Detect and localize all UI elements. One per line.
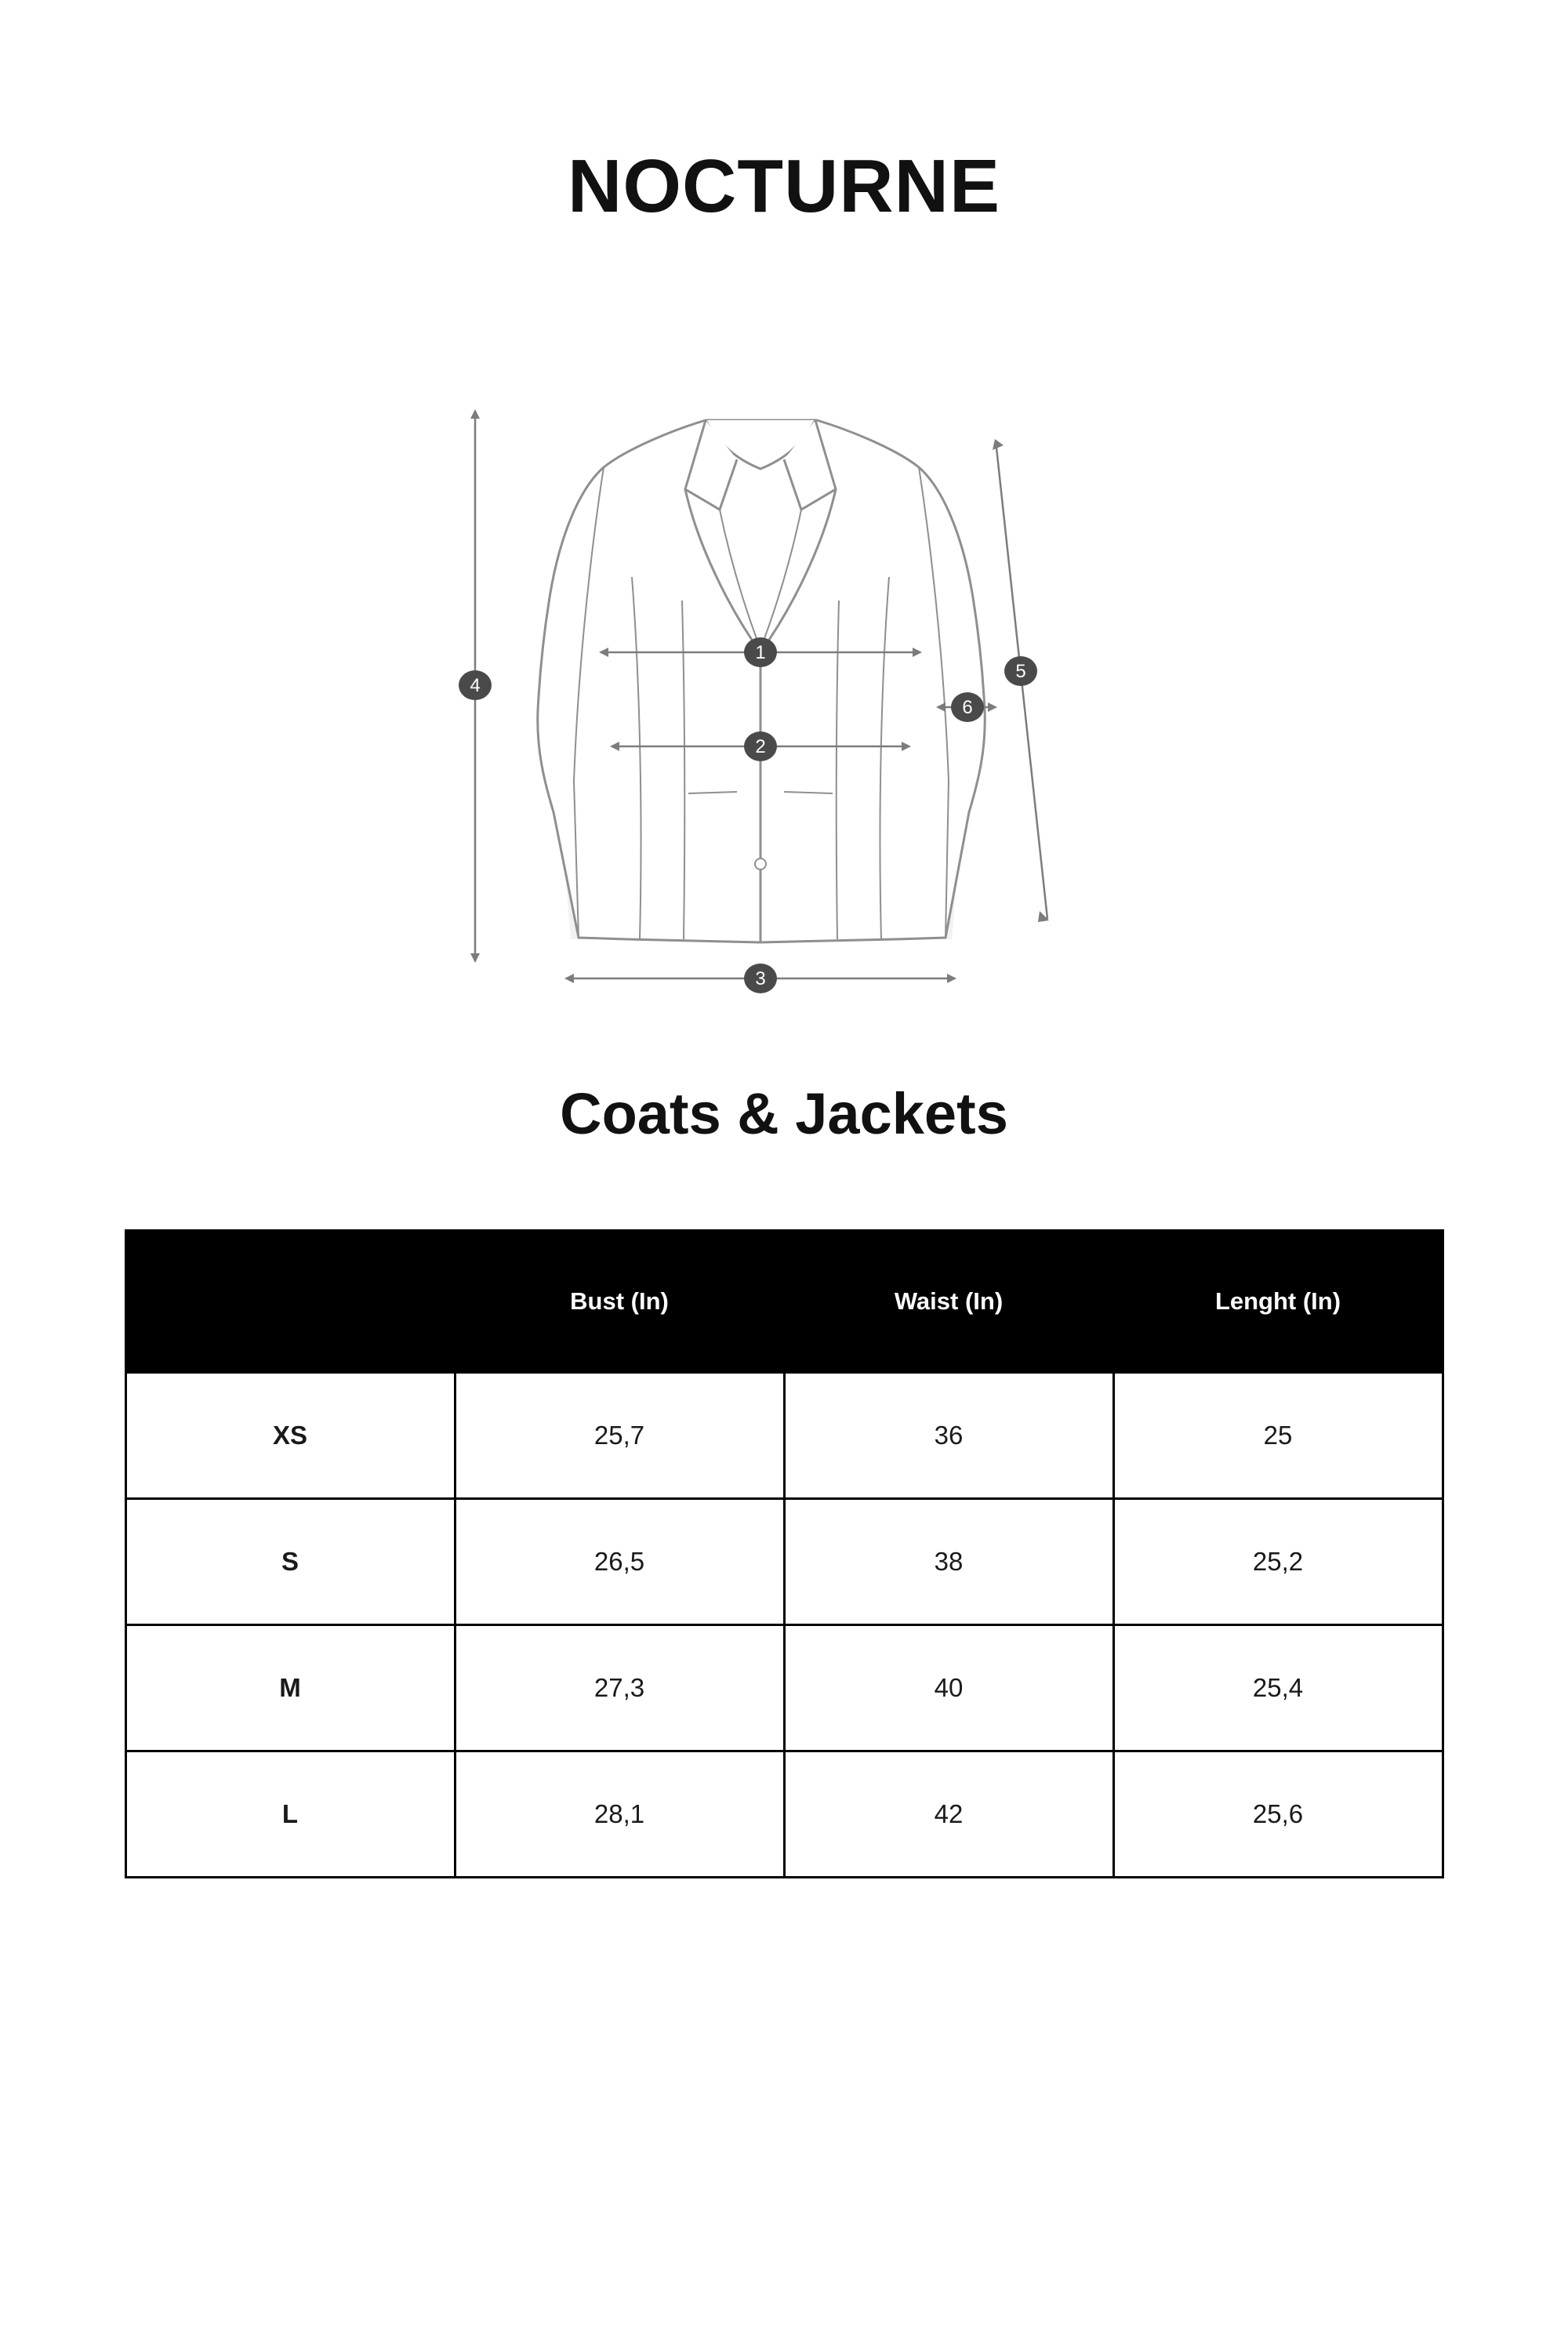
length-value: 25,4 [1113, 1625, 1443, 1751]
waist-value: 42 [784, 1751, 1113, 1878]
table-row [125, 1373, 1443, 1499]
table-header [125, 1231, 1443, 1373]
waist-value: 36 [784, 1373, 1113, 1499]
bust-value: 26,5 [455, 1499, 784, 1625]
category-title: Coats & Jackets [560, 1081, 1008, 1146]
marker-4 [459, 670, 492, 700]
column-header-bust: Bust (In) [455, 1231, 784, 1373]
marker-5 [1004, 656, 1037, 686]
marker-1 [744, 637, 777, 667]
svg-text:2: 2 [755, 736, 766, 757]
size-chart-table [125, 1229, 1444, 1878]
column-header-waist: Waist (In) [784, 1231, 1113, 1373]
size-label: M [125, 1625, 455, 1751]
marker-3 [744, 964, 777, 993]
svg-text:3: 3 [755, 968, 766, 989]
svg-text:5: 5 [1015, 661, 1026, 682]
table-corner-cell [125, 1231, 455, 1373]
size-table-container [125, 1229, 1443, 1878]
column-header-length: Lenght (In) [1113, 1231, 1443, 1373]
svg-text:1: 1 [755, 642, 766, 663]
brand-title: NOCTURNE [568, 144, 1000, 228]
table-row [125, 1499, 1443, 1625]
size-label: L [125, 1751, 455, 1878]
svg-text:6: 6 [962, 697, 973, 718]
length-value: 25 [1113, 1373, 1443, 1499]
table-body [125, 1373, 1443, 1878]
size-label: S [125, 1499, 455, 1625]
garment-diagram [353, 334, 1215, 1040]
waist-value: 38 [784, 1499, 1113, 1625]
table-header-row [125, 1231, 1443, 1373]
table-row [125, 1625, 1443, 1751]
table-row [125, 1751, 1443, 1878]
marker-2 [744, 731, 777, 761]
blazer-technical-drawing [368, 342, 1200, 1032]
size-label: XS [125, 1373, 455, 1499]
waist-value: 40 [784, 1625, 1113, 1751]
length-value: 25,6 [1113, 1751, 1443, 1878]
svg-text:4: 4 [470, 675, 481, 696]
marker-6 [951, 692, 984, 722]
bust-value: 28,1 [455, 1751, 784, 1878]
bust-value: 27,3 [455, 1625, 784, 1751]
bust-value: 25,7 [455, 1373, 784, 1499]
length-value: 25,2 [1113, 1499, 1443, 1625]
